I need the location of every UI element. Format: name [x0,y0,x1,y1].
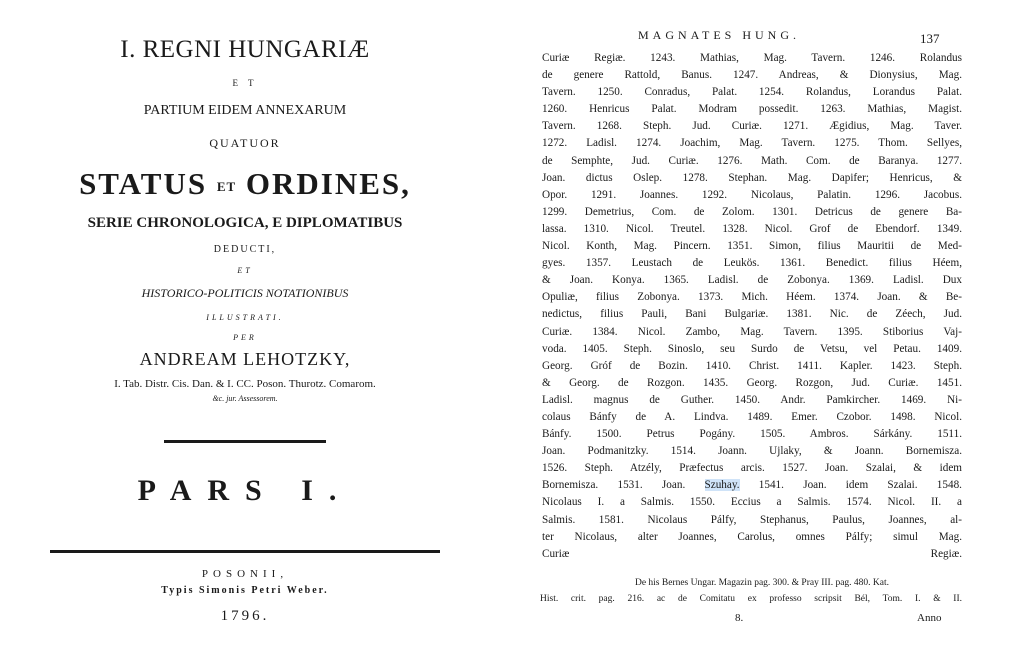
search-highlight[interactable]: Szuhay. [704,479,740,492]
text-line: gyes. 1357. Leustach de Leukös. 1361. Benedict. filius Héem, [542,257,962,270]
title-page [0,0,490,666]
text-line: voda. 1405. Steph. Sinoslo, seu Surdo de Vetsu, vel Petau. 1409. [542,342,962,355]
imprint-place: POSONII, [201,568,289,580]
text-line: lassa. 1310. Nicol. Treutel. 1328. Nicol. Grof de Ebendorf. 1349. [542,222,962,235]
text-line: nedictus, filius Pauli, Bani Bulgariæ. 1381. Nic. de Zéech, Jud. [542,308,962,321]
footnote-line: De his Bernes Ungar. Magazin pag. 300. & Pray III. pag. 480. Kat. [634,578,890,588]
text-line: Tavern. 1250. Conradus, Palat. 1254. Rolandus, Lorandus Palat. [542,86,962,99]
text-line: de genere Rattold, Banus. 1247. Andreas, & Dionysius, Mag. [542,69,962,82]
text-line: & Joan. Konya. 1365. Ladisl. de Zobonya. 1369. Ladisl. Dux [542,274,962,287]
body-text [542,50,962,563]
title-serie: SERIE CHRONOLOGICA, E DIPLOMATIBUS [87,215,403,231]
title-et: E T [232,78,258,88]
text-line: Ladisl. magnus de Guther. 1450. Andr. Pamkircher. 1469. Ni- [542,393,962,406]
text-line: de Semphte, Jud. Curiæ. 1276. Math. Com. de Baranya. 1277. [542,154,962,167]
text-line: Curiæ Regiæ. 1243. Mathias, Mag. Tavern. 1246. Rolandus [542,52,962,64]
text-line: ter Nicolaus, alter Joannes, Carolus, omnes Pálfy; simul Mag. [542,530,962,543]
author-name: ANDREAM LEHOTZKY, [139,349,351,369]
text-line: Nicol. Konth, Mag. Pincern. 1351. Simon, filius Mauritii de Med- [542,240,962,253]
title-partium: PARTIUM EIDEM ANNEXARUM [143,103,347,118]
imprint-year: 1796. [220,608,270,624]
title-per: PER [233,333,257,342]
text-line: Joan. dictus Oslep. 1278. Stephan. Mag. Dapifer; Henricus, & [542,171,962,184]
text-line: Opuliæ, filius Zobonya. 1373. Mich. Héem. 1374. Joan. & Be- [542,291,962,304]
title-illustrati: ILLUSTRATI. [206,313,284,322]
text-line: colaus Bánfy de A. Lindva. 1489. Emer. Czobor. 1498. Nicol. [542,410,962,423]
text-line: Salmis. 1581. Nicolaus Pálfy, Stephanus, Paulus, Joannes, al- [542,513,962,526]
title-historico: HISTORICO-POLITICIS NOTATIONIBUS [141,286,349,300]
imprint-printer: Typis Simonis Petri Weber. [161,585,329,596]
text-line: 1260. Henricus Palat. Modram possedit. 1263. Mathias, Magist. [542,103,962,116]
catchword: Anno [917,612,942,624]
running-header: MAGNATES HUNG. [638,28,801,42]
divider-rule-bottom [50,550,440,553]
title-ordines: ORDINES, [245,166,411,201]
text-line: Curiæ Regiæ. [542,547,962,560]
title-et-2: ET [237,266,253,275]
title-et-small: ET [216,178,237,194]
title-quatuor: QUATUOR [209,136,281,150]
text-line: Opor. 1291. Joannes. 1292. Nicolaus, Palatin. 1296. Jacobus. [542,188,962,201]
text-line: Georg. Gróf de Bozin. 1410. Christ. 1411. Kapler. 1423. Steph. [542,359,962,372]
text-line: Bornemisza. 1531. Joan. Szuhay. 1541. Joan. idem Szalai. 1548. [542,479,962,492]
text-line: 1299. Demetrius, Com. de Zolom. 1301. Detricus de genere Ba- [542,205,962,218]
title-status: STATUS [79,166,208,201]
author-jur: &c. jur. Assessorem. [212,394,278,403]
text-line: 1272. Ladisl. 1274. Joachim, Mag. Tavern. 1275. Thom. Sellyes, [542,137,962,150]
text-line: 1526. Steph. Atzély, Præfectus arcis. 1527. Joan. Szalai, & idem [542,462,962,475]
page-number: 137 [920,31,940,46]
divider-rule [164,440,326,443]
title-status-ordines [0,166,490,202]
text-line: Tavern. 1268. Steph. Jud. Curiæ. 1271. Ægidius, Mag. Taver. [542,120,962,133]
text-line: Curiæ. 1384. Nicol. Zambo, Mag. Tavern. 1395. Stiborius Vaj- [542,325,962,338]
signature-mark: 8. [735,612,744,624]
text-line: Bánfy. 1500. Petrus Pogány. 1505. Ambros. Sárkány. 1511. [542,428,962,441]
text-line: & Georg. de Rozgon. 1435. Georg. Rozgon, Jud. Curiæ. 1451. [542,376,962,389]
footnote-line: Hist. crit. pag. 216. ac de Comitatu ex professo scripsit Bél, Tom. I. & II. [540,594,962,604]
text-line: Joan. Podmanitzky. 1514. Joann. Ujlaky, & Joann. Bornemisza. [542,445,962,458]
author-offices: I. Tab. Distr. Cis. Dan. & I. CC. Poson. Thurotz. Comarom. [114,378,376,390]
text-line: Nicolaus I. a Salmis. 1550. Eccius a Salmis. 1574. Nicol. II. a [542,496,962,509]
text-page [510,0,1023,666]
pars-title: PARS I. [137,474,353,507]
title-deducti: DEDUCTI, [213,244,277,255]
title-regni: I. REGNI HUNGARIÆ [120,36,370,63]
